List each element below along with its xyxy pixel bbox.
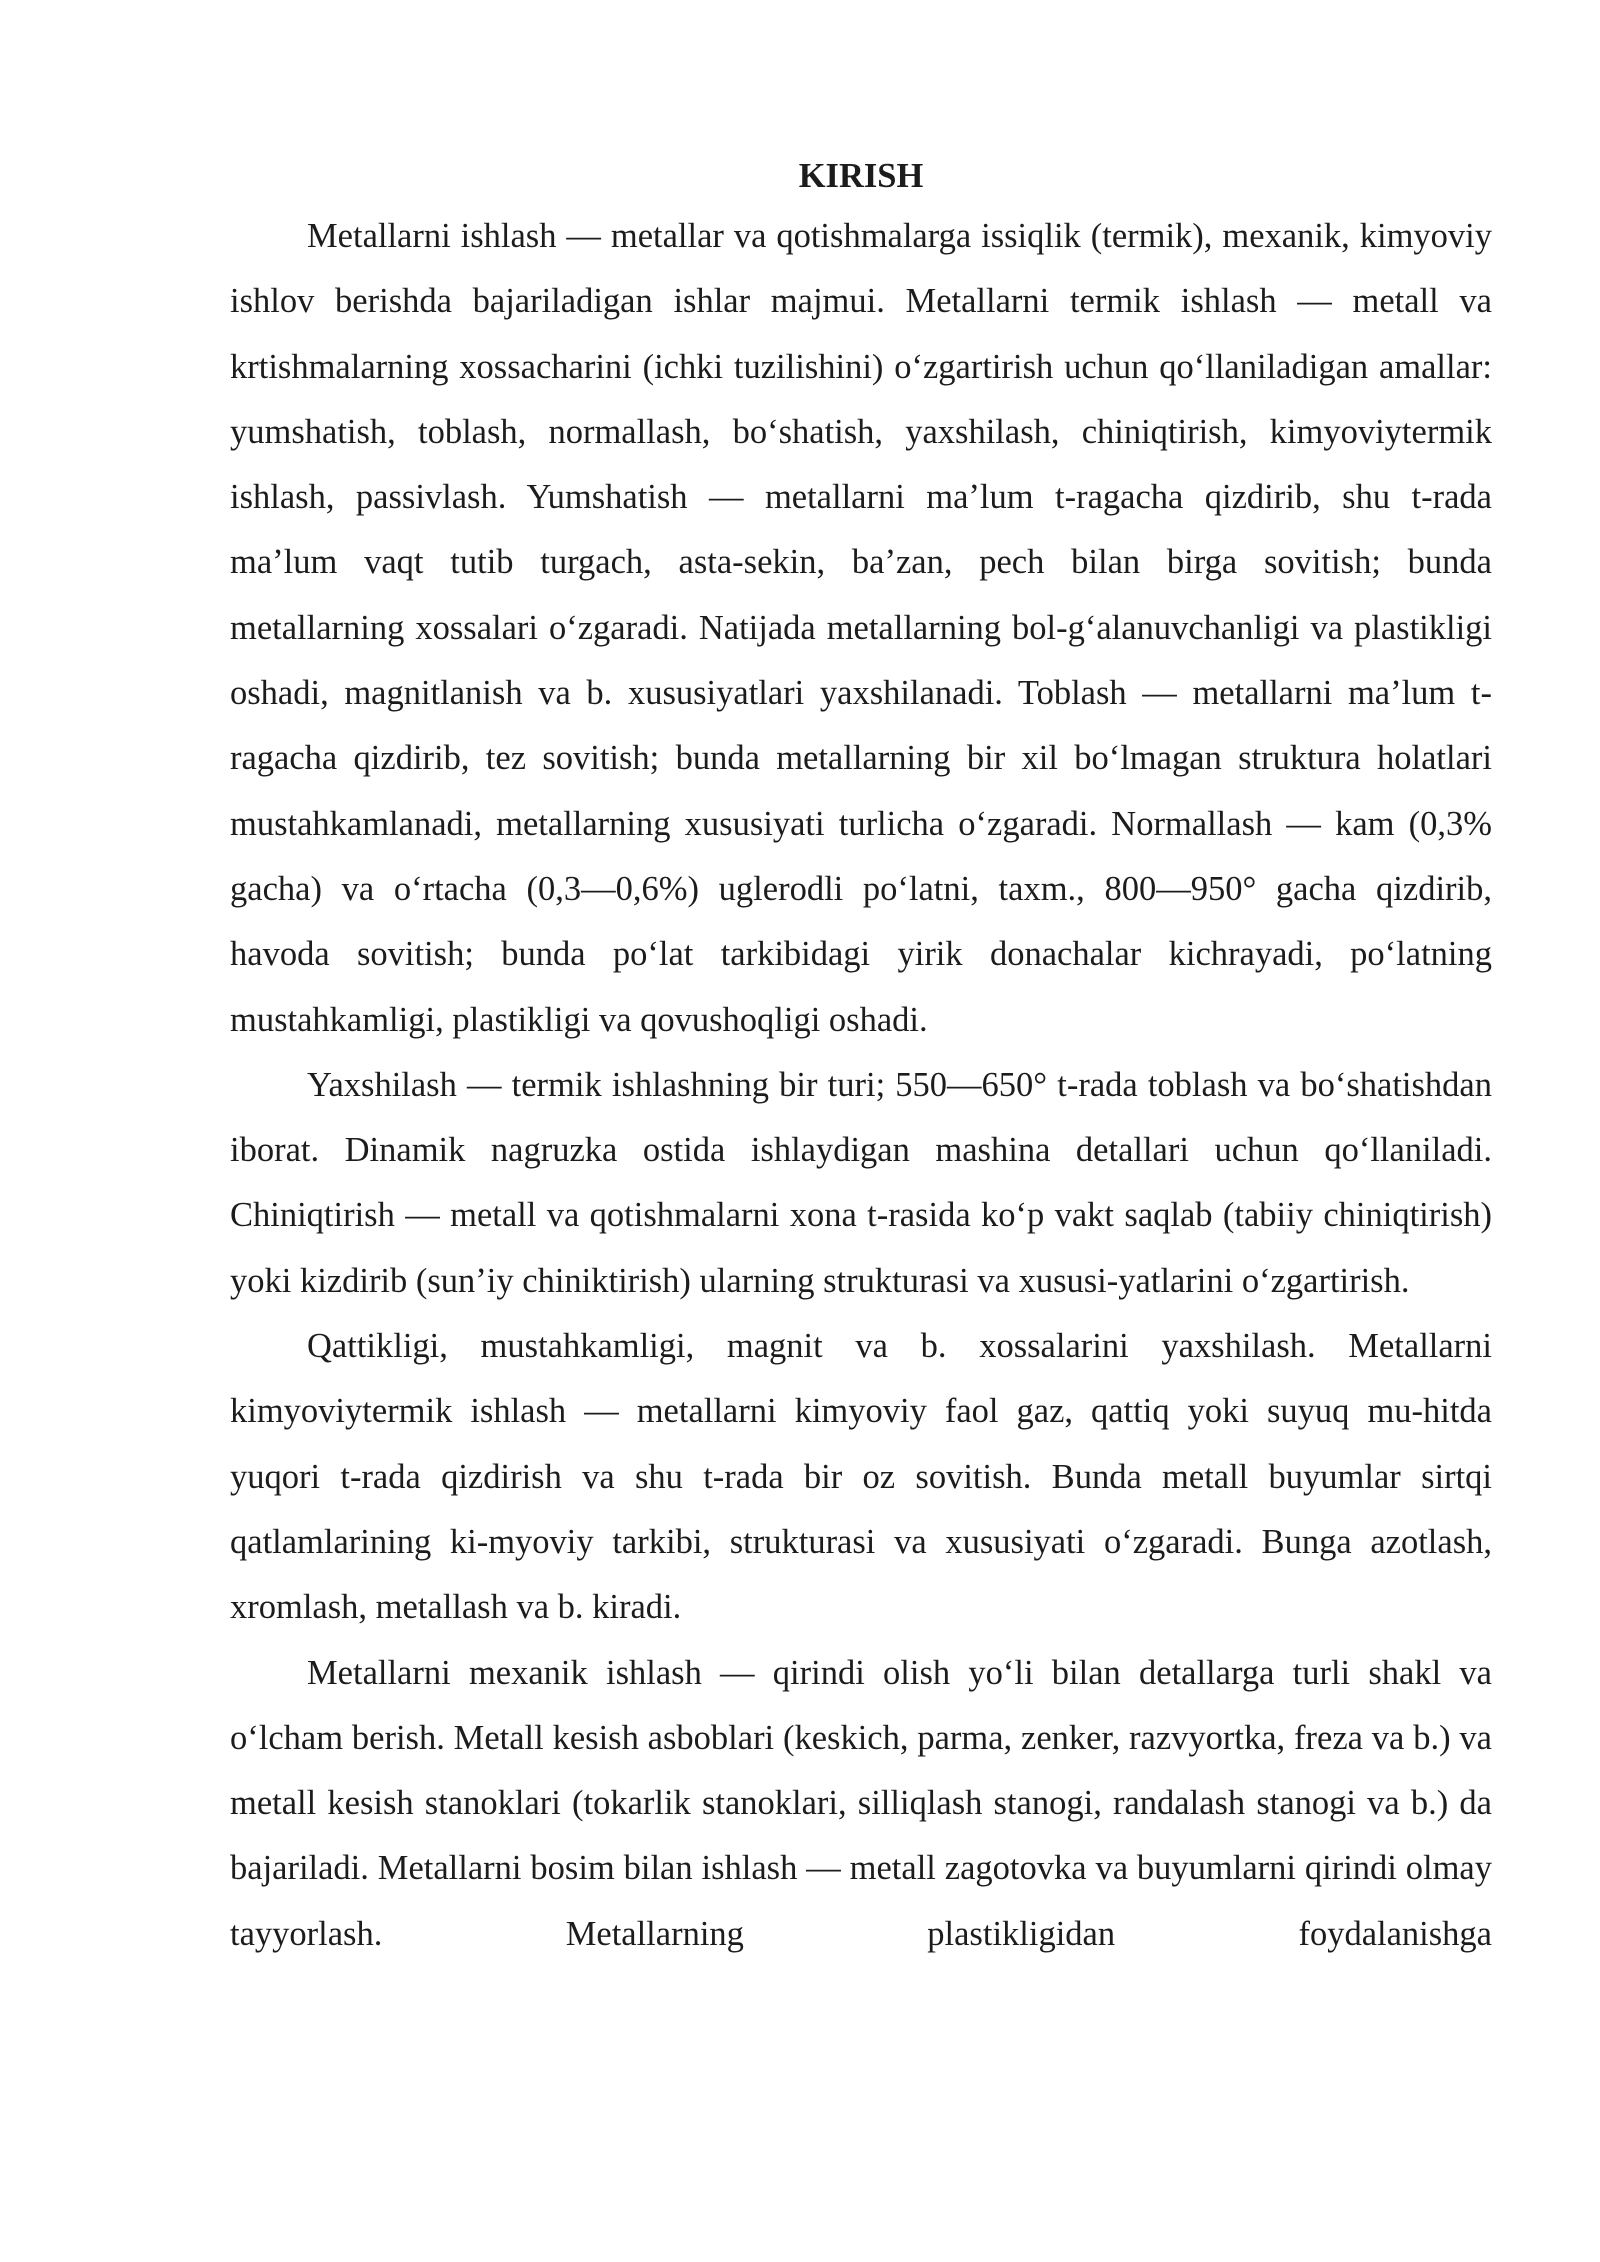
paragraph-2: Yaxshilash — termik ishlashning bir turi; 550—650° t-rada toblash va boʻshatishdan iborat. Dinamik nagruzka ostida ishlaydigan mashina detallari uchun qoʻllaniladi. Chiniqtirish — metall va qotishmalarni xona t-rasida koʻp vakt saqlab (tabiiy chiniqtirish) yoki kizdirib (sunʼiy chiniktirish) ularning strukturasi va xususi-yatlarini oʻzgartirish. [230,1065,1492,1300]
document-title: KIRISH [798,157,924,195]
paragraph-4: Metallarni mexanik ishlash — qirindi olish yoʻli bilan detallarga turli shakl va oʻlcham berish. Metall kesish asboblari (keskich, parma, zenker, razvyortka, freza va b.) va metall kesish stanoklari (tokarlik stanoklari, silliqlash stanogi, randalash stanogi va b.) da bajariladi. Metallarni bosim bilan ishlash — metall zagotovka va buyumlarni qirindi olmay tayyorlash. Metallarning plastikligidan foydalanishga [230,1653,1492,1953]
paragraph-1: Metallarni ishlash — metallar va qotishmalarga issiqlik (termik), mexanik, kimyoviy ishlov berishda bajariladigan ishlar majmui. Metallarni termik ishlash — metall va krtishmalarning xossacharini (ichki tuzilishini) oʻzgartirish uchun qoʻllaniladigan amallar: yumshatish, toblash, normallash, boʻshatish, yaxshilash, chiniqtirish, kimyoviytermik ishlash, passivlash. Yumshatish — metallarni maʼlum t-ragacha qizdirib, shu t-rada maʼlum vaqt tutib turgach, asta-sekin, baʼzan, pech bilan birga sovitish; bunda metallarning xossalari oʻzgaradi. Natijada metallarning bol-gʻalanuvchanligi va plastikligi oshadi, magnitlanish va b. xususiyatlari yaxshilanadi. Toblash — metallarni maʼlum t-ragacha qizdirib, tez sovitish; bunda metallarning bir xil boʻlmagan struktura holatlari mustahkamlanadi, metallarning xususiyati turlicha oʻzgaradi. Normallash — kam (0,3% gacha) va oʻrtacha (0,3—0,6%) uglerodli poʻlatni, taxm., 800—950° gacha qizdirib, havoda sovitish; bunda poʻlat tarkibidagi yirik donachalar kichrayadi, poʻlatning mustahkamligi, plastikligi va qovushoqligi oshadi. [230,217,1492,1039]
paragraph-3: Qattikligi, mustahkamligi, magnit va b. xossalarini yaxshilash. Metallarni kimyoviytermik ishlash — metallarni kimyoviy faol gaz, qattiq yoki suyuq mu-hitda yuqori t-rada qizdirish va shu t-rada bir oz sovitish. Bunda metall buyumlar sirtqi qatlamlarining ki-myoviy tarkibi, strukturasi va xususiyati oʻzgaradi. Bunga azotlash, xromlash, metallash va b. kiradi. [230,1327,1492,1627]
document-body [230,148,1492,1967]
